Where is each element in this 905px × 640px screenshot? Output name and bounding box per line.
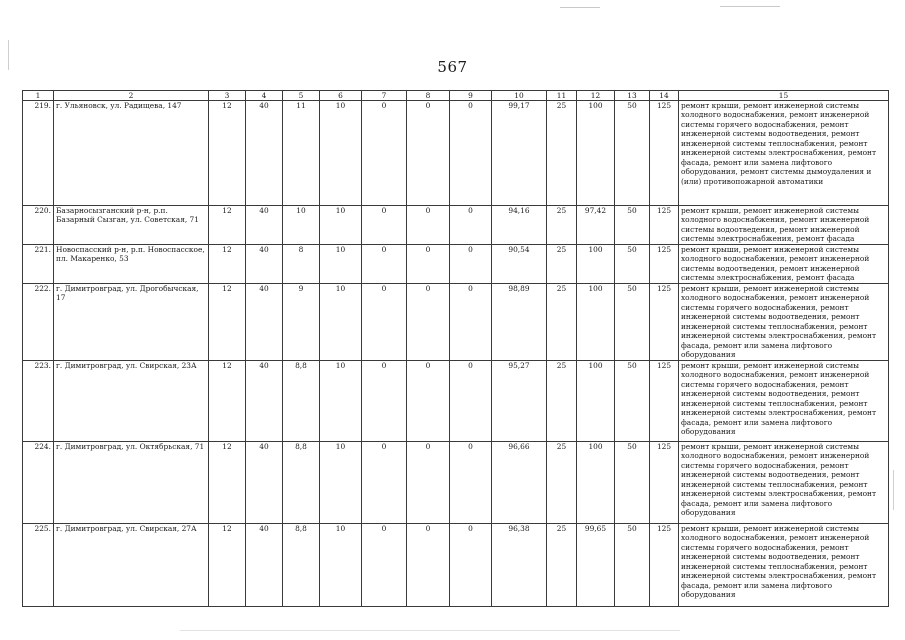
col3-value: 12 [209,206,246,245]
page-number: 567 [437,58,468,76]
col11-value: 25 [547,360,577,441]
column-header: 6 [320,91,362,101]
row-address: г. Димитровград, ул. Дрогобычская, 17 [54,283,209,360]
col4-value: 40 [246,101,283,206]
column-header: 14 [650,91,679,101]
col12-value: 100 [577,283,615,360]
table-row [23,101,889,206]
col13-value: 50 [615,523,650,606]
col9-value: 0 [450,283,492,360]
col3-value: 12 [209,441,246,523]
table-row [23,441,889,523]
row-address: г. Димитровград, ул. Свирская, 23А [54,360,209,441]
col11-value: 25 [547,206,577,245]
col5-value: 11 [283,101,320,206]
row-works: ремонт крыши, ремонт инженерной системы холодного водоснабжения, ремонт инженерной системы водоотведения, ремонт инженерной системы электроснабжения, ремонт фасада [679,244,889,283]
column-header: 3 [209,91,246,101]
column-header: 11 [547,91,577,101]
col10-value: 96,38 [492,523,547,606]
col12-value: 97,42 [577,206,615,245]
col8-value: 0 [407,206,450,245]
table-row [23,206,889,245]
column-header: 7 [362,91,407,101]
col5-value: 8,8 [283,360,320,441]
col12-value: 100 [577,360,615,441]
col11-value: 25 [547,441,577,523]
col12-value: 99,65 [577,523,615,606]
col6-value: 10 [320,206,362,245]
col14-value: 125 [650,360,679,441]
row-address: г. Димитровград, ул. Свирская, 27А [54,523,209,606]
col8-value: 0 [407,283,450,360]
col6-value: 10 [320,360,362,441]
col6-value: 10 [320,101,362,206]
col4-value: 40 [246,283,283,360]
col8-value: 0 [407,360,450,441]
col11-value: 25 [547,523,577,606]
col13-value: 50 [615,244,650,283]
col4-value: 40 [246,523,283,606]
col13-value: 50 [615,206,650,245]
table-row [23,523,889,606]
row-works: ремонт крыши, ремонт инженерной системы холодного водоснабжения, ремонт инженерной системы горячего водоснабжения, ремонт инженерной системы водоотведения, ремонт инженерной системы теплоснабжения, ремонт инженерной системы электроснабжения, ремонт фасада, ремонт или замена лифтового оборудования [679,283,889,360]
row-address: г. Димитровград, ул. Октябрьская, 71 [54,441,209,523]
col10-value: 95,27 [492,360,547,441]
col14-value: 125 [650,206,679,245]
col14-value: 125 [650,283,679,360]
col10-value: 99,17 [492,101,547,206]
column-number-row [23,91,889,101]
row-works: ремонт крыши, ремонт инженерной системы холодного водоснабжения, ремонт инженерной системы горячего водоснабжения, ремонт инженерной системы водоотведения, ремонт инженерной системы теплоснабжения, ремонт инженерной системы электроснабжения, ремонт фасада, ремонт или замена лифтового оборудования [679,360,889,441]
col8-value: 0 [407,523,450,606]
col10-value: 94,16 [492,206,547,245]
col13-value: 50 [615,101,650,206]
col10-value: 98,89 [492,283,547,360]
scan-artifact [180,630,680,631]
row-number: 221. [23,244,54,283]
col14-value: 125 [650,523,679,606]
row-number: 222. [23,283,54,360]
col8-value: 0 [407,441,450,523]
col12-value: 100 [577,101,615,206]
col6-value: 10 [320,244,362,283]
column-header: 5 [283,91,320,101]
table-row [23,244,889,283]
col5-value: 8,8 [283,441,320,523]
col3-value: 12 [209,360,246,441]
col7-value: 0 [362,441,407,523]
col9-value: 0 [450,206,492,245]
col9-value: 0 [450,441,492,523]
col9-value: 0 [450,244,492,283]
col13-value: 50 [615,441,650,523]
col5-value: 10 [283,206,320,245]
col5-value: 8 [283,244,320,283]
row-number: 225. [23,523,54,606]
col7-value: 0 [362,283,407,360]
column-header: 8 [407,91,450,101]
col4-value: 40 [246,206,283,245]
table-row [23,360,889,441]
column-header: 13 [615,91,650,101]
col14-value: 125 [650,244,679,283]
col7-value: 0 [362,101,407,206]
row-number: 220. [23,206,54,245]
col4-value: 40 [246,360,283,441]
repair-schedule-table [22,90,889,607]
table-row [23,283,889,360]
row-works: ремонт крыши, ремонт инженерной системы холодного водоснабжения, ремонт инженерной системы горячего водоснабжения, ремонт инженерной системы водоотведения, ремонт инженерной системы теплоснабжения, ремонт инженерной системы электроснабжения, ремонт фасада, ремонт или замена лифтового оборудования [679,441,889,523]
row-address: Новоспасский р-н, р.п. Новоспасское, пл. Макаренко, 53 [54,244,209,283]
row-number: 224. [23,441,54,523]
col3-value: 12 [209,283,246,360]
scan-artifact [720,6,780,7]
row-number: 223. [23,360,54,441]
col14-value: 125 [650,441,679,523]
row-address: г. Ульяновск, ул. Радищева, 147 [54,101,209,206]
col10-value: 90,54 [492,244,547,283]
col5-value: 9 [283,283,320,360]
row-works: ремонт крыши, ремонт инженерной системы холодного водоснабжения, ремонт инженерной системы водоотведения, ремонт инженерной системы электроснабжения, ремонт фасада [679,206,889,245]
col7-value: 0 [362,244,407,283]
col7-value: 0 [362,206,407,245]
col9-value: 0 [450,360,492,441]
col4-value: 40 [246,244,283,283]
col4-value: 40 [246,441,283,523]
column-header: 1 [23,91,54,101]
col12-value: 100 [577,441,615,523]
col13-value: 50 [615,360,650,441]
row-works: ремонт крыши, ремонт инженерной системы холодного водоснабжения, ремонт инженерной системы горячего водоснабжения, ремонт инженерной системы водоотведения, ремонт инженерной системы теплоснабжения, ремонт инженерной системы электроснабжения, ремонт фасада, ремонт или замена лифтового оборудования, ремонт системы дымоудаления и (или) противопожарной автоматики [679,101,889,206]
col3-value: 12 [209,244,246,283]
column-header: 15 [679,91,889,101]
col5-value: 8,8 [283,523,320,606]
row-number: 219. [23,101,54,206]
scan-artifact [560,7,600,8]
col8-value: 0 [407,101,450,206]
col7-value: 0 [362,360,407,441]
col14-value: 125 [650,101,679,206]
column-header: 10 [492,91,547,101]
col11-value: 25 [547,244,577,283]
col6-value: 10 [320,523,362,606]
col11-value: 25 [547,283,577,360]
col6-value: 10 [320,441,362,523]
scan-artifact [893,470,894,510]
col11-value: 25 [547,101,577,206]
col9-value: 0 [450,523,492,606]
col3-value: 12 [209,523,246,606]
col8-value: 0 [407,244,450,283]
column-header: 12 [577,91,615,101]
column-header: 4 [246,91,283,101]
column-header: 9 [450,91,492,101]
row-address: Базарносызганский р-н, р.п. Базарный Сызган, ул. Советская, 71 [54,206,209,245]
col9-value: 0 [450,101,492,206]
col7-value: 0 [362,523,407,606]
col6-value: 10 [320,283,362,360]
col13-value: 50 [615,283,650,360]
row-works: ремонт крыши, ремонт инженерной системы холодного водоснабжения, ремонт инженерной системы горячего водоснабжения, ремонт инженерной системы водоотведения, ремонт инженерной системы теплоснабжения, ремонт инженерной системы электроснабжения, ремонт фасада, ремонт или замена лифтового оборудования [679,523,889,606]
col12-value: 100 [577,244,615,283]
col3-value: 12 [209,101,246,206]
column-header: 2 [54,91,209,101]
col10-value: 96,66 [492,441,547,523]
